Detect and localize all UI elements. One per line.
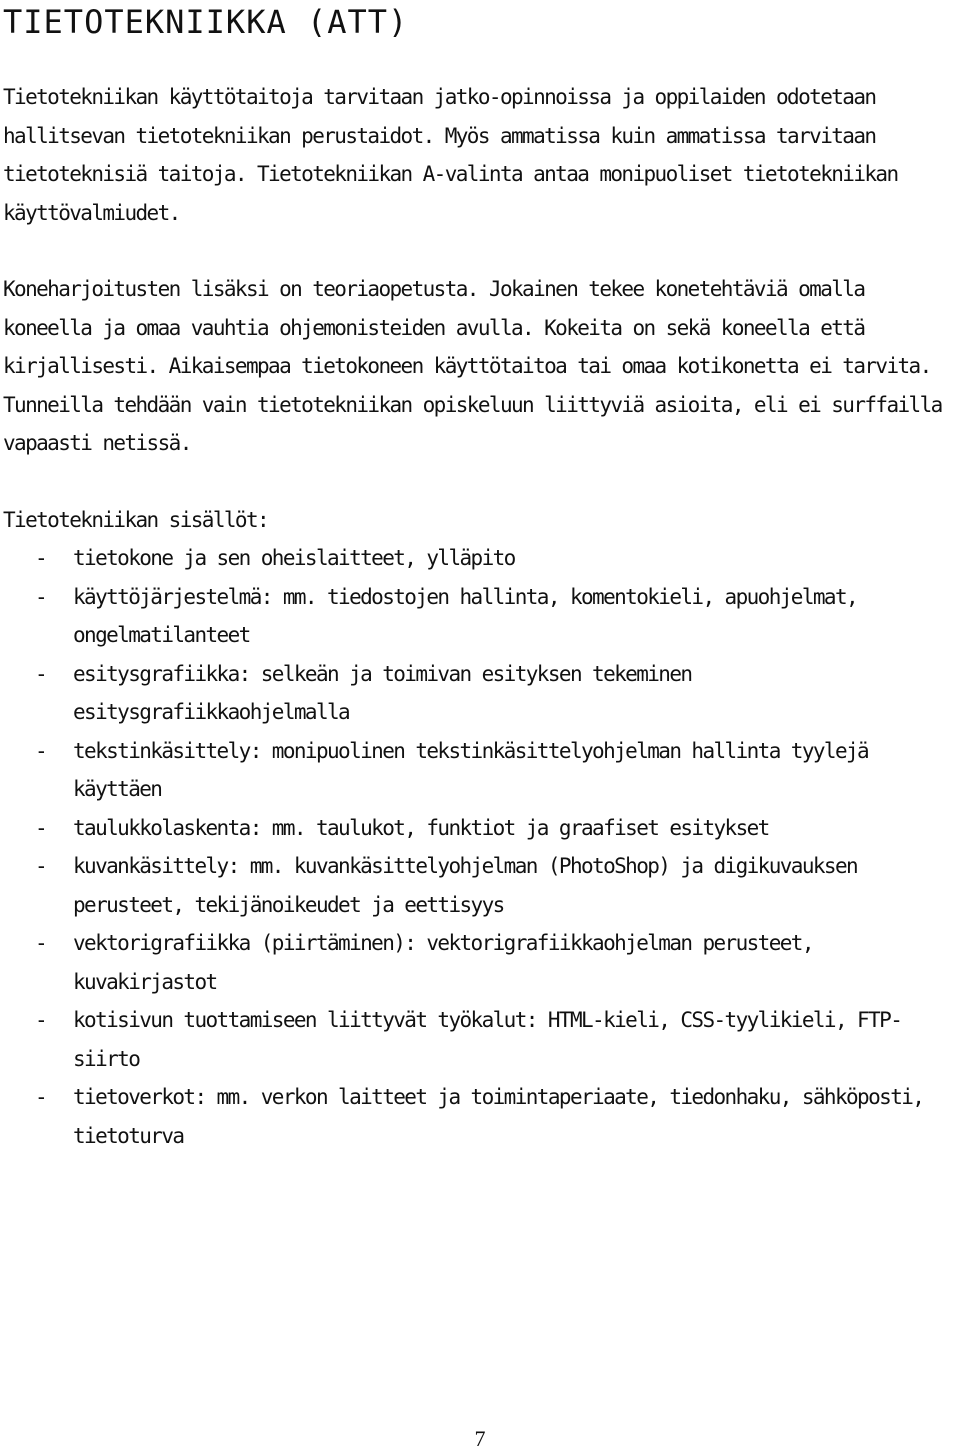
document-page (3, 0, 953, 1155)
page-number: 7 (474, 1426, 486, 1451)
list-item (3, 1001, 953, 1078)
list-item (3, 578, 953, 655)
bullet-dash: - (35, 815, 47, 840)
list-item-text: käyttöjärjestelmä: mm. tiedostojen hallinta, komentokieli, apuohjelmat, ongelmatilanteet (73, 584, 858, 647)
list-item-text: kuvankäsittely: mm. kuvankäsittelyohjelman (PhotoShop) ja digikuvauksen perusteet, tekijänoikeudet ja eettisyys (73, 854, 858, 917)
list-item (3, 924, 953, 1001)
list-item-text: tekstinkäsittely: monipuolinen tekstinkäsittelyohjelman hallinta tyylejä käyttäen (73, 738, 869, 801)
contents-heading: Tietotekniikan sisällöt: (3, 507, 269, 532)
list-item-text: taulukkolaskenta: mm. taulukot, funktiot ja graafiset esitykset (73, 815, 769, 840)
list-item-text: esitysgrafiikka: selkeän ja toimivan esityksen tekeminen esitysgrafiikkaohjelmalla (73, 661, 692, 724)
list-item (3, 1078, 953, 1155)
contents-section (3, 501, 953, 1156)
teaching-paragraph: Koneharjoitusten lisäksi on teoriaopetusta. Jokainen tekee konetehtäviä omalla koneella ja omaa vauhtia ohjemonisteiden avulla. Kokeita on sekä koneella että kirjallisesti. Aikaisempaa tietokoneen käyttötaitoa tai omaa kotikonetta ei tarvita. Tunneilla tehdään vain tietotekniikan opiskeluun liittyviä asioita, eli ei surffailla vapaasti netissä. (3, 277, 942, 455)
bullet-dash: - (35, 1008, 47, 1032)
contents-list (3, 539, 953, 1155)
list-item-text: kotisivun tuottamiseen liittyvät työkalut: HTML-kieli, CSS-tyylikieli, FTP-siirto (73, 1008, 902, 1071)
intro-paragraph: Tietotekniikan käyttötaitoja tarvitaan jatko-opinnoissa ja oppilaiden odotetaan hallitsevan tietotekniikan perustaidot. Myös ammatissa kuin ammatissa tarvitaan tietoteknisiä taitoja. Tietotekniikan A-valinta antaa monipuoliset tietotekniikan käyttövalmiudet. (3, 85, 898, 225)
bullet-dash: - (35, 931, 47, 955)
list-item (3, 539, 953, 578)
list-item (3, 809, 953, 848)
bullet-dash: - (35, 738, 47, 763)
document-title: TIETOTEKNIIKKA (ATT) (3, 3, 409, 41)
bullet-dash: - (35, 1085, 47, 1109)
list-item-text: vektorigrafiikka (piirtäminen): vektorigrafiikkaohjelman perusteet, kuvakirjastot (73, 931, 813, 994)
list-item-text: tietokone ja sen oheislaitteet, ylläpito (73, 546, 515, 570)
list-item (3, 732, 953, 809)
bullet-dash: - (35, 546, 47, 570)
bullet-dash: - (35, 661, 47, 686)
bullet-dash: - (35, 854, 47, 878)
list-item (3, 847, 953, 924)
list-item-text: tietoverkot: mm. verkon laitteet ja toimintaperiaate, tiedonhaku, sähköposti, tietoturva (73, 1085, 924, 1148)
list-item (3, 655, 953, 732)
bullet-dash: - (35, 584, 47, 609)
